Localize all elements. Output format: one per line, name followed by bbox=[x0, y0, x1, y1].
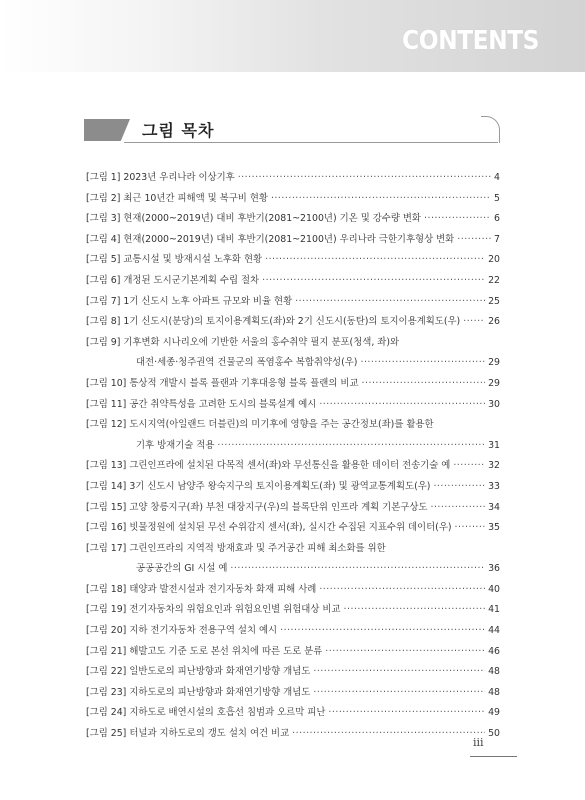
figure-title: 지하 전기자동차 전용구역 설치 예시 bbox=[129, 625, 278, 637]
figure-title: 도시지역(아일랜드 더블린)의 미기후에 영향을 주는 공간정보(좌)를 활용한 bbox=[129, 419, 434, 431]
toc-entry[interactable] bbox=[86, 436, 500, 457]
toc-entry[interactable] bbox=[86, 209, 500, 230]
figure-label: [그림 15] bbox=[86, 501, 127, 513]
heading-accent-bar bbox=[84, 119, 130, 141]
figure-title: 교통시설 및 방재시설 노후화 현황 bbox=[123, 254, 263, 266]
toc-entry[interactable] bbox=[86, 580, 500, 601]
toc-entry[interactable] bbox=[86, 683, 500, 704]
figure-label: [그림 18] bbox=[86, 583, 127, 595]
dot-leader bbox=[295, 292, 485, 313]
figure-title: 빗물정원에 설치된 무선 수위감지 센서(좌), 실시간 수집된 지표수위 데이터(우) bbox=[129, 522, 452, 534]
toc-entry[interactable] bbox=[86, 250, 500, 271]
page-ref: 48 bbox=[488, 666, 500, 678]
figure-label: [그림 21] bbox=[86, 645, 127, 657]
figure-label: [그림 10] bbox=[86, 377, 127, 389]
page-ref: 7 bbox=[494, 233, 500, 245]
toc-entry[interactable] bbox=[86, 600, 500, 621]
toc-entry[interactable] bbox=[86, 168, 500, 189]
figure-label: [그림 24] bbox=[86, 707, 127, 719]
figure-label: [그림 7] bbox=[86, 295, 121, 307]
figure-title: 터널과 지하도로의 갱도 설치 여건 비교 bbox=[129, 728, 290, 740]
toc-entry[interactable] bbox=[86, 498, 500, 519]
figure-label: [그림 11] bbox=[86, 398, 127, 410]
page-ref: 32 bbox=[488, 460, 500, 472]
figure-title: 현재(2000~2019년) 대비 후반기(2081~2100년) 우리나라 극한기후형상 변화 bbox=[123, 233, 455, 245]
dot-leader bbox=[433, 477, 485, 498]
dot-leader bbox=[424, 209, 491, 230]
toc-entry[interactable] bbox=[86, 539, 500, 560]
page-ref: 30 bbox=[488, 398, 500, 410]
page-ref: 40 bbox=[488, 583, 500, 595]
dot-leader bbox=[457, 230, 491, 251]
contents-label: CONTENTS bbox=[402, 26, 539, 56]
figure-title: 그린인프라에 설치된 다목적 센서(좌)와 무선통신을 활용한 데이터 전송기술 예 bbox=[129, 460, 451, 472]
page-ref: 5 bbox=[494, 192, 500, 204]
figure-title: 기후 방재기술 적용 bbox=[136, 439, 215, 451]
dot-leader bbox=[271, 189, 491, 210]
page-ref: 26 bbox=[488, 316, 500, 328]
figure-label: [그림 13] bbox=[86, 460, 127, 472]
dot-leader bbox=[230, 559, 485, 580]
toc-entry[interactable] bbox=[86, 662, 500, 683]
toc-entry[interactable] bbox=[86, 271, 500, 292]
figure-title: 공간 취약특성을 고려한 도시의 블록설계 예시 bbox=[129, 398, 317, 410]
figure-title: 그린인프라의 지역적 방재효과 및 주거공간 피해 최소화를 위한 bbox=[129, 542, 386, 554]
page-ref: 46 bbox=[488, 645, 500, 657]
dot-leader bbox=[313, 662, 485, 683]
toc-entry[interactable] bbox=[86, 559, 500, 580]
toc-entry[interactable] bbox=[86, 189, 500, 210]
page-ref: 34 bbox=[488, 501, 500, 513]
figure-title: 고양 창릉지구(좌) 부천 대장지구(우)의 블록단위 인프라 계획 기본구상도 bbox=[129, 501, 428, 513]
dot-leader bbox=[280, 621, 485, 642]
page-ref: 20 bbox=[488, 254, 500, 266]
dot-leader bbox=[455, 518, 486, 539]
figure-label: [그림 3] bbox=[86, 213, 121, 225]
toc-entry[interactable] bbox=[86, 353, 500, 374]
page-ref: 33 bbox=[488, 480, 500, 492]
figure-label: [그림 20] bbox=[86, 625, 127, 637]
page-ref: 44 bbox=[488, 625, 500, 637]
dot-leader bbox=[360, 353, 485, 374]
dot-leader bbox=[238, 168, 491, 189]
figure-title: 해발고도 기준 도로 본선 위치에 따른 도로 분류 bbox=[129, 645, 323, 657]
page-ref: 49 bbox=[488, 707, 500, 719]
page-ref: 41 bbox=[488, 604, 500, 616]
page-ref: 6 bbox=[494, 213, 500, 225]
page-number: iii bbox=[473, 736, 484, 749]
page-ref: 25 bbox=[488, 295, 500, 307]
dot-leader bbox=[430, 498, 485, 519]
page-ref: 4 bbox=[494, 172, 500, 183]
toc-entry[interactable] bbox=[86, 374, 500, 395]
section-title: 그림 목차 bbox=[142, 121, 215, 140]
page-ref: 48 bbox=[488, 686, 500, 698]
figure-label: [그림 16] bbox=[86, 522, 127, 534]
figure-label: [그림 4] bbox=[86, 233, 121, 245]
toc-entry[interactable] bbox=[86, 395, 500, 416]
toc-entry[interactable] bbox=[86, 312, 500, 333]
figure-label: [그림 2] bbox=[86, 192, 121, 204]
heading-corner bbox=[481, 116, 500, 143]
dot-leader bbox=[262, 271, 485, 292]
figure-label: [그림 9] bbox=[86, 336, 121, 348]
dot-leader bbox=[463, 312, 485, 333]
toc-entry[interactable] bbox=[86, 456, 500, 477]
figure-title: 일반도로의 피난방향과 화재연기방향 개념도 bbox=[129, 666, 311, 678]
dot-leader bbox=[362, 374, 486, 395]
figure-title: 1기 신도시 노후 아파트 규모와 비율 현황 bbox=[123, 295, 293, 307]
dot-leader bbox=[453, 456, 485, 477]
page-ref: 35 bbox=[488, 522, 500, 534]
figure-label: [그림 6] bbox=[86, 274, 121, 286]
toc-entry[interactable] bbox=[86, 518, 500, 539]
figure-title: 전기자동차의 위험요인과 위험요인별 위험대상 비교 bbox=[129, 604, 341, 616]
figure-title: 현재(2000~2019년) 대비 후반기(2081~2100년) 기온 및 강수량 변화 bbox=[123, 213, 421, 225]
page-ref: 29 bbox=[488, 377, 500, 389]
figure-title: 공공공간의 GI 시설 예 bbox=[136, 563, 228, 575]
figure-label: [그림 14] bbox=[86, 480, 127, 492]
figure-label: [그림 23] bbox=[86, 686, 127, 698]
figure-title: 2023년 우리나라 이상기후 bbox=[123, 172, 235, 183]
figure-label: [그림 5] bbox=[86, 254, 121, 266]
dot-leader bbox=[325, 642, 485, 663]
dot-leader bbox=[344, 600, 486, 621]
dot-leader bbox=[217, 436, 485, 457]
figure-label: [그림 19] bbox=[86, 604, 127, 616]
figure-list bbox=[86, 168, 500, 745]
figure-title: 최근 10년간 피해액 및 복구비 현황 bbox=[123, 192, 268, 204]
toc-entry[interactable] bbox=[86, 642, 500, 663]
figure-title: 지하도로의 피난방향과 화재연기방향 개념도 bbox=[129, 686, 311, 698]
figure-label: [그림 17] bbox=[86, 542, 127, 554]
toc-entry[interactable] bbox=[86, 415, 500, 436]
section-heading bbox=[84, 116, 500, 146]
page-ref: 31 bbox=[488, 439, 500, 451]
dot-leader bbox=[319, 395, 485, 416]
page-ref: 36 bbox=[488, 563, 500, 575]
dot-leader bbox=[328, 703, 485, 724]
figure-title: 3기 신도시 남양주 왕숙지구의 토지이용계획도(좌) 및 광역교통계획도(우) bbox=[129, 480, 431, 492]
toc-entry[interactable] bbox=[86, 724, 500, 745]
figure-title: 지하도로 배연시설의 호흡선 침범과 오르막 피난 bbox=[129, 707, 326, 719]
dot-leader bbox=[265, 250, 485, 271]
figure-title: 대전·세종·청주권역 건물군의 폭염홍수 복합취약성(우) bbox=[136, 357, 358, 369]
figure-title: 태양과 발전시설과 전기자동차 화재 피해 사례 bbox=[129, 583, 317, 595]
heading-underline bbox=[124, 142, 498, 143]
figure-label: [그림 12] bbox=[86, 419, 127, 431]
dot-leader bbox=[319, 580, 485, 601]
page-ref: 50 bbox=[488, 728, 500, 740]
figure-title: 통상적 개발시 블록 플랜과 기후대응형 블록 플랜의 비교 bbox=[129, 377, 359, 389]
figure-title: 1기 신도시(분당)의 토지이용계획도(좌)와 2기 신도시(동탄)의 토지이용계획도(우) bbox=[123, 316, 461, 328]
toc-entry[interactable] bbox=[86, 703, 500, 724]
dot-leader bbox=[292, 724, 485, 745]
page-ref: 29 bbox=[488, 357, 500, 369]
figure-label: [그림 8] bbox=[86, 316, 121, 328]
figure-label: [그림 25] bbox=[86, 728, 127, 740]
dot-leader bbox=[313, 683, 485, 704]
figure-label: [그림 1] bbox=[86, 172, 121, 183]
toc-entry[interactable] bbox=[86, 333, 500, 354]
figure-title: 개정된 도시군기본계획 수립 절차 bbox=[123, 274, 260, 286]
toc-entry[interactable] bbox=[86, 477, 500, 498]
toc-entry[interactable] bbox=[86, 292, 500, 313]
figure-title: 기후변화 시나리오에 기반한 서울의 홍수취약 필지 분포(청색, 좌)와 bbox=[123, 336, 400, 348]
figure-label: [그림 22] bbox=[86, 666, 127, 678]
footer-rule bbox=[470, 756, 517, 757]
page-ref: 22 bbox=[488, 274, 500, 286]
toc-entry[interactable] bbox=[86, 230, 500, 251]
toc-entry[interactable] bbox=[86, 621, 500, 642]
